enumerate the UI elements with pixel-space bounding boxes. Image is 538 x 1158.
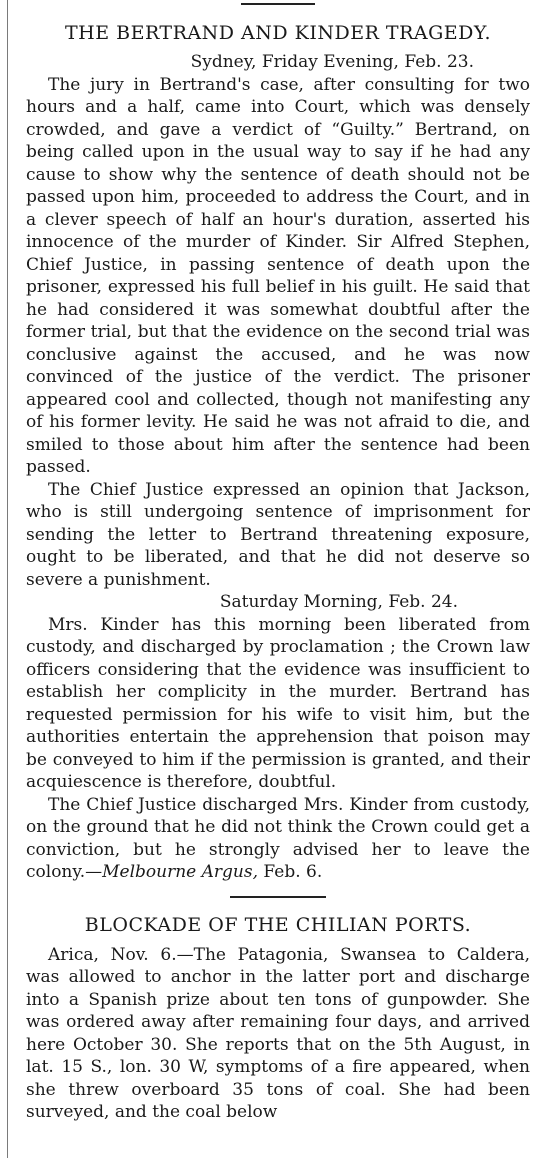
section-separator xyxy=(230,896,326,898)
article-paragraph: Mrs. Kinder has this morning been liberated from custody, and discharged by proclamation ; the Crown law officers considering that the evidence was insufficient to establish her complicity in the murder. Bertrand has requested permission for his wife to visit him, but the authorities entertain the apprehension that poison may be conveyed to him if the permission is granted, and their acquiescence is therefore, doubtful. xyxy=(26,614,530,792)
dateline: Saturday Morning, Feb. 24. xyxy=(219,592,458,612)
article-paragraph: The jury in Bertrand's case, after consulting for two hours and a half, came into Court, which was densely crowded, and gave a verdict of “Guilty.” Bertrand, on being called upon in the usual way to say if he had any cause to show why the sentence of death should not be passed upon him, proceeded to address the Court, and in a clever speech of half an hour's duration, asserted his innocence of the murder of Kinder. Sir Alfred Stephen, Chief Justice, in passing sentence of death upon the prisoner, expressed his full belief in his guilt. He said that he had considered it was somewhat doubtful after the former trial, but that the evidence on the second trial was conclusive against the accused, and he was now convinced of the justice of the verdict. The prisoner appeared cool and collected, though not manifesting any of his former levity. He said he was not afraid to die, and smiled to those about him after the sentence had been passed. xyxy=(26,74,530,477)
citation-date: Feb. 6. xyxy=(258,862,323,882)
paragraph-text: The Chief Justice discharged Mrs. Kinder from custody, on the ground that he did not think the Crown could get a conviction, but he strongly advised her to leave the colony.— xyxy=(26,794,530,882)
article-headline: BLOCKADE OF THE CHILIAN PORTS. xyxy=(84,913,472,936)
newspaper-column xyxy=(26,0,530,1124)
dateline: Sydney, Friday Evening, Feb. 23. xyxy=(190,52,474,72)
article-headline: THE BERTRAND AND KINDER TRAGEDY. xyxy=(64,22,492,44)
top-rule xyxy=(241,3,315,5)
article-paragraph: Arica, Nov. 6.—The Patagonia, Swansea to Caldera, was allowed to anchor in the latter port and discharge into a Spanish prize about ten tons of gunpowder. She was ordered away after remaining four days, and arrived here October 30. She reports that on the 5th August, in lat. 15 S., lon. 30 W, symptoms of a fire appeared, when she threw overboard 35 tons of coal. She had been surveyed, and the coal below xyxy=(26,944,530,1122)
article-paragraph: The Chief Justice expressed an opinion that Jackson, who is still undergoing sentence of imprisonment for sending the letter to Bertrand threatening exposure, ought to be liberated, and that he did not deserve so severe a punishment. xyxy=(26,479,530,590)
article-paragraph xyxy=(26,794,530,884)
column-rule xyxy=(7,0,8,1158)
source-citation: Melbourne Argus, xyxy=(102,862,259,882)
